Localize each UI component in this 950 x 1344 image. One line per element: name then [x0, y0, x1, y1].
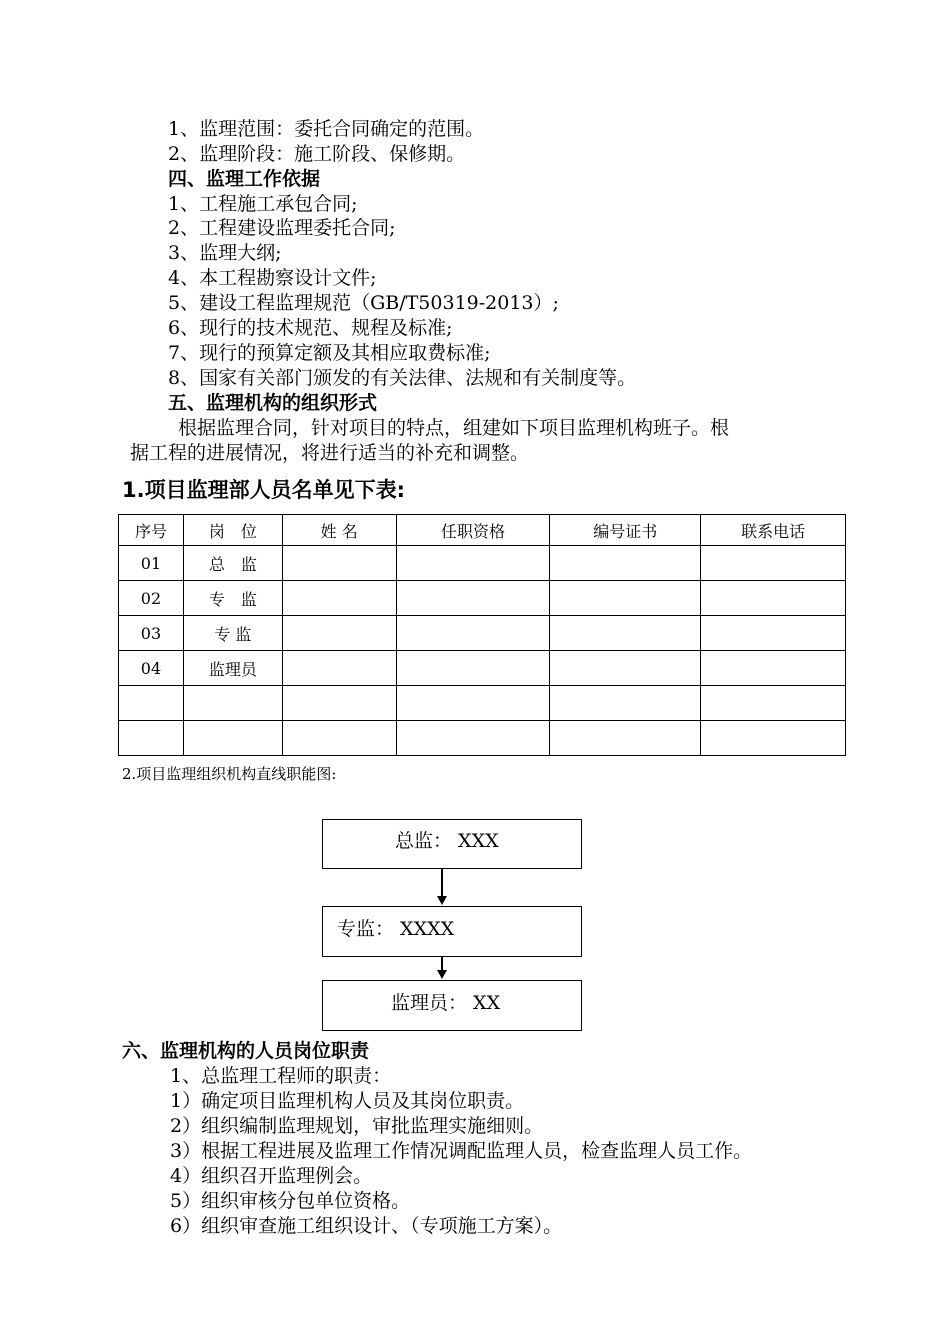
cell-name: [282, 651, 396, 686]
table-header-row: [119, 515, 846, 546]
header-index: 序号: [119, 515, 184, 546]
cell-phone: [701, 651, 846, 686]
basis-item: 1、工程施工承包合同;: [168, 193, 358, 215]
header-position: 岗 位: [183, 515, 282, 546]
basis-item: 7、现行的预算定额及其相应取费标准;: [168, 342, 491, 364]
section-6-heading: 六、监理机构的人员岗位职责: [122, 1040, 370, 1062]
scope-line: 1、监理范围：委托合同确定的范围。: [168, 118, 485, 140]
cell-certificate: [550, 546, 701, 581]
connector-line: [441, 869, 443, 897]
org-paragraph-line1: 根据监理合同，针对项目的特点，组建如下项目监理机构班子。根: [178, 417, 730, 439]
duty-item: 4）组织召开监理例会。: [170, 1165, 373, 1187]
header-phone: 联系电话: [701, 515, 846, 546]
table-row: [119, 581, 846, 616]
cell-qualification: [396, 581, 550, 616]
duty-item: 5）组织审核分包单位资格。: [170, 1190, 411, 1212]
cell-name: [282, 721, 396, 756]
roster-table-title: 1.项目监理部人员名单见下表:: [122, 478, 405, 502]
org-box-specialist: 专监： XXXX: [322, 906, 582, 957]
cell-qualification: [396, 686, 550, 721]
cell-position: 总 监: [183, 546, 282, 581]
section-4-heading: 四、监理工作依据: [168, 168, 321, 190]
cell-qualification: [396, 651, 550, 686]
cell-phone: [701, 546, 846, 581]
cell-position: 专 监: [183, 581, 282, 616]
cell-name: [282, 686, 396, 721]
cell-qualification: [396, 616, 550, 651]
arrowhead-icon: [437, 970, 447, 979]
cell-qualification: [396, 721, 550, 756]
basis-item: 8、国家有关部门颁发的有关法律、法规和有关制度等。: [168, 367, 637, 389]
duties-subtitle: 1、总监理工程师的职责：: [170, 1065, 392, 1087]
cell-phone: [701, 686, 846, 721]
cell-certificate: [550, 616, 701, 651]
org-paragraph-line2: 据工程的进展情况，将进行适当的补充和调整。: [130, 442, 530, 464]
basis-item: 3、监理大纲;: [168, 242, 282, 264]
cell-position: 监理员: [183, 651, 282, 686]
cell-index: [119, 686, 184, 721]
duty-item: 1）确定项目监理机构人员及其岗位职责。: [170, 1090, 525, 1112]
table-row: [119, 546, 846, 581]
org-box-chief: 总监： XXX: [322, 819, 582, 869]
section-5-heading: 五、监理机构的组织形式: [168, 392, 378, 414]
cell-position: [183, 721, 282, 756]
basis-item: 4、本工程勘察设计文件;: [168, 267, 377, 289]
cell-name: [282, 616, 396, 651]
header-name: 姓 名: [282, 515, 396, 546]
duty-item: 2）组织编制监理规划，审批监理实施细则。: [170, 1115, 544, 1137]
cell-phone: [701, 581, 846, 616]
cell-index: [119, 721, 184, 756]
basis-item: 6、现行的技术规范、规程及标准;: [168, 317, 453, 339]
cell-index: 02: [119, 581, 184, 616]
basis-item: 5、建设工程监理规范（GB/T50319-2013）;: [168, 292, 559, 314]
cell-certificate: [550, 581, 701, 616]
table-row: [119, 686, 846, 721]
header-qualification: 任职资格: [396, 515, 550, 546]
cell-phone: [701, 616, 846, 651]
table-row: [119, 721, 846, 756]
cell-qualification: [396, 546, 550, 581]
cell-certificate: [550, 686, 701, 721]
arrowhead-icon: [437, 896, 447, 905]
connector-line: [441, 957, 443, 971]
roster-table: [118, 514, 846, 756]
cell-name: [282, 581, 396, 616]
cell-phone: [701, 721, 846, 756]
header-certificate: 编号证书: [550, 515, 701, 546]
cell-name: [282, 546, 396, 581]
cell-position: [183, 686, 282, 721]
cell-certificate: [550, 651, 701, 686]
table-row: [119, 651, 846, 686]
org-box-supervisor: 监理员： XX: [322, 980, 582, 1031]
duty-item: 3）根据工程进展及监理工作情况调配监理人员，检查监理人员工作。: [170, 1140, 753, 1162]
basis-item: 2、工程建设监理委托合同;: [168, 217, 396, 239]
org-chart-title: 2.项目监理组织机构直线职能图:: [122, 765, 337, 783]
stage-line: 2、监理阶段：施工阶段、保修期。: [168, 143, 466, 165]
cell-position: 专 监: [183, 616, 282, 651]
cell-certificate: [550, 721, 701, 756]
cell-index: 01: [119, 546, 184, 581]
cell-index: 03: [119, 616, 184, 651]
cell-index: 04: [119, 651, 184, 686]
duty-item: 6）组织审查施工组织设计、（专项施工方案）。: [170, 1215, 563, 1237]
table-row: [119, 616, 846, 651]
